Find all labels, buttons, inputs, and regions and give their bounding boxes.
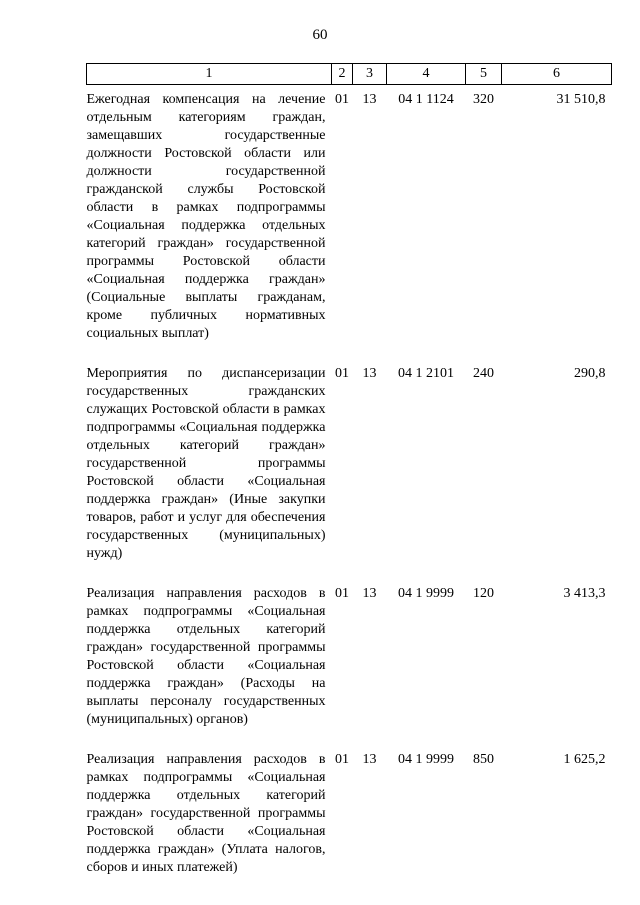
row-target-code: 04 1 1124 bbox=[398, 92, 454, 107]
row-section-code: 01 bbox=[335, 752, 349, 767]
row-description: Реализация направления расходов в рамках подпрограммы «Социальная поддержка отдельных категорий граждан» государственной программы Ростовской области «Социальная поддержка граждан» (Уплата налогов, сборов и иных платежей) bbox=[86, 752, 326, 875]
table-row bbox=[87, 85, 612, 360]
row-description: Ежегодная компенсация на лечение отдельным категориям граждан, замещавших государственные должности Ростовской области или должности государственной гражданской службы Ростовской области в рамках подпрограммы «Социальная поддержка отдельных категорий граждан» государственной программы Ростовской области «Социальная поддержка граждан» (Социальные выплаты гражданам, кроме публичных нормативных социальных выплат) bbox=[86, 92, 326, 341]
table-row bbox=[87, 745, 612, 893]
row-target-code: 04 1 9999 bbox=[398, 586, 454, 601]
row-section-code: 01 bbox=[335, 586, 349, 601]
row-subsection-code: 13 bbox=[362, 752, 377, 767]
header-col-2: 2 bbox=[332, 64, 353, 85]
row-subsection-code: 13 bbox=[362, 92, 377, 107]
budget-table bbox=[86, 63, 612, 893]
row-expense-type: 240 bbox=[473, 366, 494, 381]
header-col-3: 3 bbox=[353, 64, 387, 85]
row-target-code: 04 1 2101 bbox=[398, 366, 454, 381]
row-amount: 31 510,8 bbox=[556, 92, 606, 107]
table-row bbox=[87, 359, 612, 579]
row-expense-type: 850 bbox=[473, 752, 494, 767]
row-amount: 290,8 bbox=[574, 366, 606, 381]
row-subsection-code: 13 bbox=[362, 366, 377, 381]
header-col-4: 4 bbox=[387, 64, 466, 85]
row-subsection-code: 13 bbox=[362, 586, 377, 601]
row-expense-type: 320 bbox=[473, 92, 494, 107]
row-target-code: 04 1 9999 bbox=[398, 752, 454, 767]
header-col-5: 5 bbox=[466, 64, 502, 85]
row-amount: 3 413,3 bbox=[563, 586, 606, 601]
table-row bbox=[87, 579, 612, 745]
header-col-6: 6 bbox=[502, 64, 612, 85]
row-description: Мероприятия по диспансеризации государственных гражданских служащих Ростовской области в рамках подпрограммы «Социальная поддержка отдельных категорий граждан» государственной программы Ростовской области «Социальная поддержка граждан» (Иные закупки товаров, работ и услуг для обеспечения государственных (муниципальных) нужд) bbox=[86, 366, 326, 561]
page-number: 60 bbox=[312, 27, 328, 43]
row-amount: 1 625,2 bbox=[563, 752, 606, 767]
row-section-code: 01 bbox=[335, 366, 349, 381]
table-header-row bbox=[87, 64, 612, 85]
header-col-1: 1 bbox=[87, 64, 332, 85]
row-description: Реализация направления расходов в рамках подпрограммы «Социальная поддержка отдельных категорий граждан» государственной программы Ростовской области «Социальная поддержка граждан» (Расходы на выплаты персоналу государственных (муниципальных) органов) bbox=[86, 586, 326, 727]
row-section-code: 01 bbox=[335, 92, 349, 107]
row-expense-type: 120 bbox=[473, 586, 494, 601]
